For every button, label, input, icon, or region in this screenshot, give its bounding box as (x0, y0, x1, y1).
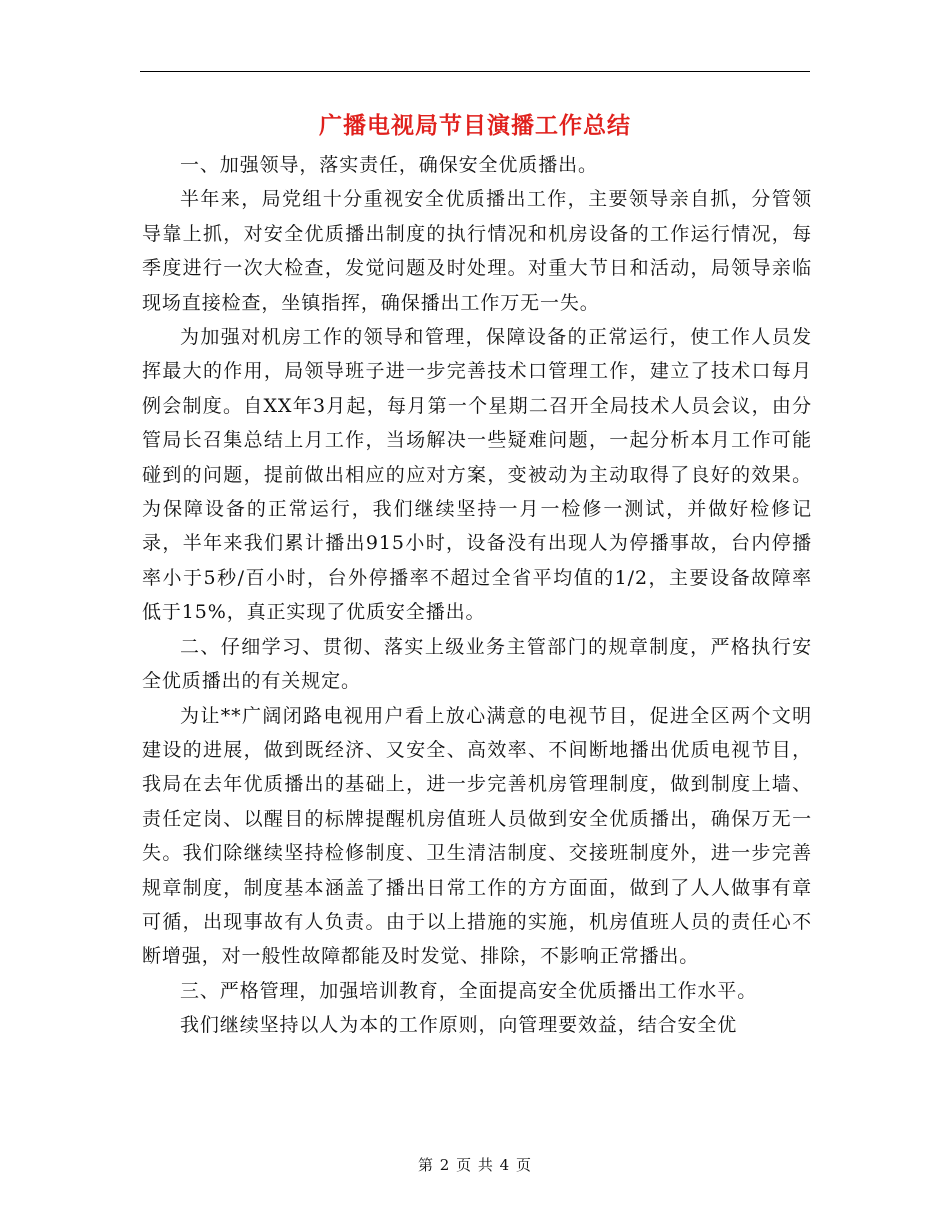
paragraph: 半年来，局党组十分重视安全优质播出工作，主要领导亲自抓，分管领导靠上抓，对安全优质播出制度的执行情况和机房设备的工作运行情况，每季度进行一次大检查，发觉问题及时处理。对重大节日和活动，局领导亲临现场直接检查，坐镇指挥，确保播出工作万无一失。 (142, 188, 812, 314)
page-number: 第 2 页 共 4 页 (418, 1156, 532, 1174)
section-heading-3: 三、严格管理，加强培训教育，全面提高安全优质播出工作水平。 (180, 979, 758, 1002)
document-body (142, 148, 812, 1043)
paragraph: 为加强对机房工作的领导和管理，保障设备的正常运行，使工作人员发挥最大的作用，局领导班子进一步完善技术口管理工作，建立了技术口每月例会制度。自XX年3月起，每月第一个星期二召开全局技术人员会议，由分管局长召集总结上月工作，当场解决一些疑难问题，一起分析本月工作可能碰到的问题，提前做出相应的应对方案，变被动为主动取得了良好的效果。为保障设备的正常运行，我们继续坚持一月一检修一测试，并做好检修记录，半年来我们累计播出915小时，设备没有出现人为停播事故，台内停播率小于5秒/百小时，台外停播率不超过全省平均值的1/2，主要设备故障率低于15%，真正实现了优质安全播出。 (142, 326, 812, 624)
header-rule (140, 71, 810, 72)
document-title: 广播电视局节目演播工作总结 (319, 112, 631, 139)
section-heading-1: 一、加强领导，落实责任，确保安全优质播出。 (180, 154, 598, 176)
section-heading-2: 二、仔细学习、贯彻、落实上级业务主管部门的规章制度，严格执行安全优质播出的有关规定。 (142, 635, 812, 693)
paragraph: 我们继续坚持以人为本的工作原则，向管理要效益，结合安全优 (180, 1014, 738, 1037)
paragraph: 为让**广阔闭路电视用户看上放心满意的电视节目，促进全区两个文明建设的进展，做到既经济、又安全、高效率、不间断地播出优质电视节目，我局在去年优质播出的基础上，进一步完善机房管理制度，做到制度上墙、责任定岗、以醒目的标牌提醒机房值班人员做到安全优质播出，确保万无一失。我们除继续坚持检修制度、卫生清洁制度、交接班制度外，进一步完善规章制度，制度基本涵盖了播出日常工作的方方面面，做到了人人做事有章可循，出现事故有人负责。由于以上措施的实施，机房值班人员的责任心不断增强，对一般性故障都能及时发觉、排除，不影响正常播出。 (142, 704, 812, 968)
